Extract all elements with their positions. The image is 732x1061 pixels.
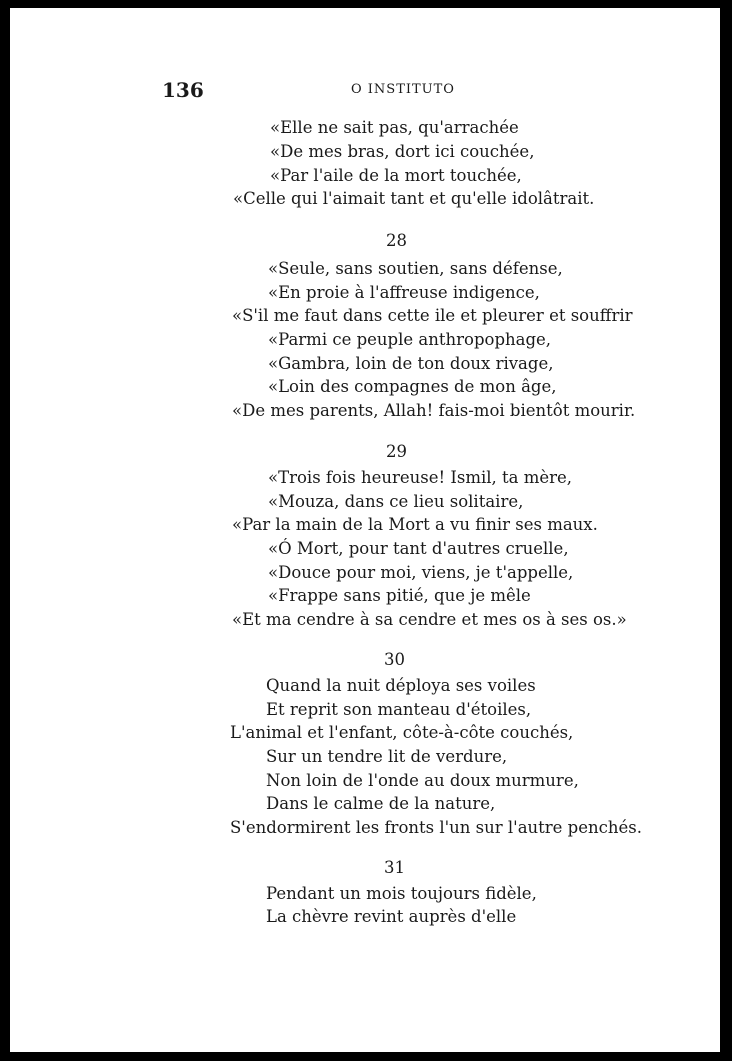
stanza-number: 30	[384, 650, 405, 669]
poem-line: «Celle qui l'aimait tant et qu'elle idolâtrait.	[233, 189, 595, 208]
poem-line: Pendant un mois toujours fidèle,	[266, 884, 537, 903]
poem-line: «De mes parents, Allah! fais-moi bientôt mourir.	[232, 401, 636, 420]
poem-line: «Par l'aile de la mort touchée,	[270, 166, 522, 185]
stanza-number: 28	[386, 231, 407, 250]
poem-line: «Seule, sans soutien, sans défense,	[268, 259, 563, 278]
poem-line: «Ó Mort, pour tant d'autres cruelle,	[268, 539, 569, 558]
book-page	[10, 8, 720, 1052]
poem-line: Et reprit son manteau d'étoiles,	[266, 700, 532, 719]
running-title: O INSTITUTO	[351, 82, 455, 97]
poem-line: «Parmi ce peuple anthropophage,	[268, 330, 552, 349]
poem-line: «Douce pour moi, viens, je t'appelle,	[268, 563, 574, 582]
poem-line: Sur un tendre lit de verdure,	[266, 747, 508, 766]
poem-line: L'animal et l'enfant, côte-à-côte couchés,	[230, 723, 574, 742]
poem-line: S'endormirent les fronts l'un sur l'autre penchés.	[230, 818, 642, 837]
stanza-number: 31	[384, 858, 405, 877]
page-number: 136	[162, 78, 204, 102]
poem-line: La chèvre revint auprès d'elle	[266, 907, 517, 926]
poem-line: «Elle ne sait pas, qu'arrachée	[270, 118, 519, 137]
poem-line: «Frappe sans pitié, que je mêle	[268, 586, 531, 605]
poem-line: «De mes bras, dort ici couchée,	[270, 142, 535, 161]
poem-line: Quand la nuit déploya ses voiles	[266, 676, 536, 695]
poem-line: «S'il me faut dans cette ile et pleurer et souffrir	[232, 306, 633, 325]
poem-line: Dans le calme de la nature,	[266, 794, 496, 813]
poem-line: «Et ma cendre à sa cendre et mes os à ses os.»	[232, 610, 627, 629]
poem-line: «En proie à l'affreuse indigence,	[268, 283, 540, 302]
poem-line: «Gambra, loin de ton doux rivage,	[268, 354, 554, 373]
poem-line: «Loin des compagnes de mon âge,	[268, 377, 557, 396]
stanza-number: 29	[386, 442, 407, 461]
poem-line: «Mouza, dans ce lieu solitaire,	[268, 492, 524, 511]
poem-line: Non loin de l'onde au doux murmure,	[266, 771, 579, 790]
poem-line: «Trois fois heureuse! Ismil, ta mère,	[268, 468, 573, 487]
poem-line: «Par la main de la Mort a vu finir ses maux.	[232, 515, 598, 534]
